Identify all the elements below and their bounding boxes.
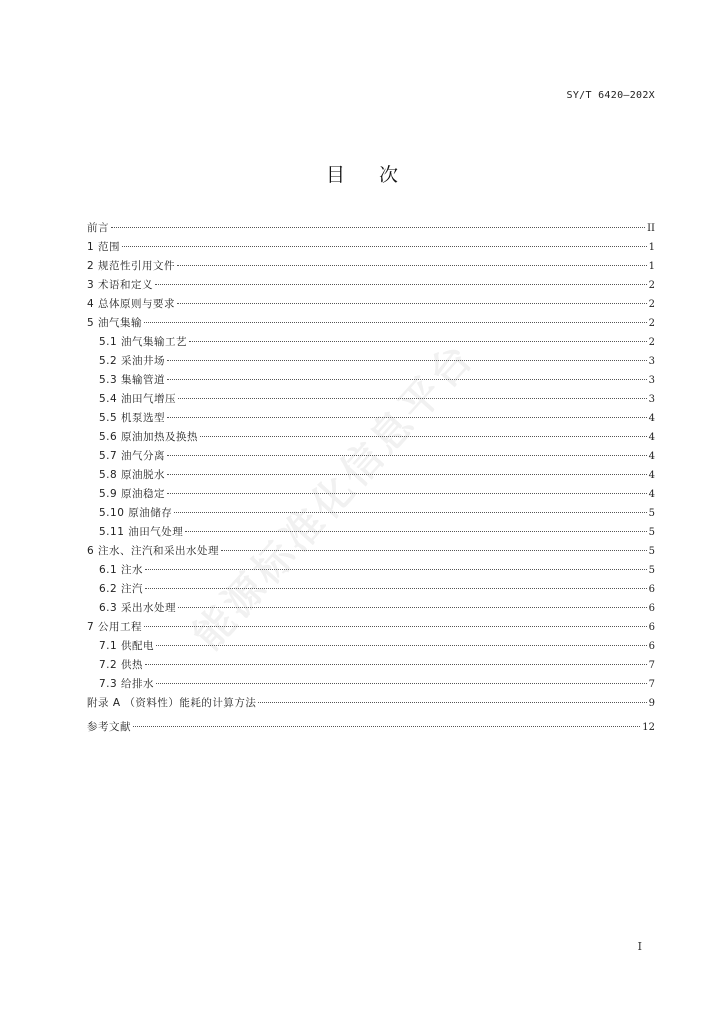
toc-entry[interactable] — [87, 314, 655, 333]
toc-entry[interactable] — [87, 718, 655, 737]
toc-entry-label: 2 规范性引用文件 — [87, 260, 176, 272]
toc-entry-page: 1 — [648, 242, 655, 253]
toc-dot-leader — [145, 569, 647, 570]
toc-entry-page: 2 — [648, 280, 655, 291]
toc-entry-label: 5.9 原油稳定 — [99, 488, 166, 500]
toc-entry-label: 5.4 油田气增压 — [99, 393, 177, 405]
toc-entry-label: 5.1 油气集输工艺 — [99, 336, 188, 348]
toc-entry-label: 6.1 注水 — [99, 564, 144, 576]
toc-entry[interactable] — [87, 561, 655, 580]
toc-entry-label: 5.2 采油井场 — [99, 355, 166, 367]
toc-dot-leader — [144, 322, 647, 323]
toc-entry-page: 2 — [648, 318, 655, 329]
toc-entry[interactable] — [87, 504, 655, 523]
toc-entry-label: 6 注水、注汽和采出水处理 — [87, 545, 220, 557]
toc-entry[interactable] — [87, 295, 655, 314]
toc-entry[interactable] — [87, 599, 655, 618]
toc-entry-label: 前言 — [87, 222, 109, 234]
toc-dot-leader — [185, 531, 646, 532]
toc-entry-page: 6 — [648, 622, 655, 633]
toc-entry-page: 2 — [648, 337, 655, 348]
toc-dot-leader — [177, 303, 647, 304]
toc-dot-leader — [200, 436, 647, 437]
toc-entry[interactable] — [87, 637, 655, 656]
toc-entry[interactable] — [87, 390, 655, 409]
toc-entry[interactable] — [87, 219, 655, 238]
watermark: 能源标准化信息平台 — [184, 333, 484, 659]
toc-dot-leader — [189, 341, 647, 342]
toc-entry[interactable] — [87, 523, 655, 542]
toc-entry-label: 4 总体原则与要求 — [87, 298, 176, 310]
toc-entry-page: 4 — [648, 470, 655, 481]
toc-entry-label: 7.1 供配电 — [99, 640, 155, 652]
toc-entry-page: 4 — [648, 489, 655, 500]
document-code: SY/T 6420—202X — [566, 90, 655, 101]
toc-entry-page: 3 — [648, 375, 655, 386]
toc-entry-label: 7 公用工程 — [87, 621, 143, 633]
toc-entry[interactable] — [87, 694, 655, 713]
toc-entry-page: 6 — [648, 603, 655, 614]
toc-dot-leader — [177, 265, 647, 266]
page-title — [0, 160, 724, 187]
toc-dot-leader — [133, 726, 640, 727]
toc-entry-page: 3 — [648, 356, 655, 367]
title-char-1: 目 — [325, 164, 345, 186]
toc-entry[interactable] — [87, 580, 655, 599]
toc-dot-leader — [156, 683, 647, 684]
toc-dot-leader — [156, 645, 647, 646]
toc-entry-page: 4 — [648, 413, 655, 424]
toc-entry-label: 5.11 油田气处理 — [99, 526, 184, 538]
toc-dot-leader — [258, 702, 646, 703]
toc-dot-leader — [144, 626, 647, 627]
toc-entry[interactable] — [87, 276, 655, 295]
toc-entry-page: 1 — [648, 261, 655, 272]
toc-entry-label: 5 油气集输 — [87, 317, 143, 329]
toc-entry[interactable] — [87, 428, 655, 447]
toc-dot-leader — [167, 379, 647, 380]
toc-dot-leader — [167, 360, 647, 361]
toc-entry-label: 6.3 采出水处理 — [99, 602, 177, 614]
toc-dot-leader — [167, 417, 647, 418]
toc-entry-page: 9 — [648, 698, 655, 709]
toc-entry-page: 7 — [648, 679, 655, 690]
table-of-contents — [87, 219, 655, 737]
toc-entry-label: 5.6 原油加热及换热 — [99, 431, 199, 443]
toc-entry[interactable] — [87, 485, 655, 504]
toc-dot-leader — [167, 493, 647, 494]
toc-entry-page: 6 — [648, 584, 655, 595]
toc-dot-leader — [145, 588, 647, 589]
toc-dot-leader — [145, 664, 647, 665]
toc-entry[interactable] — [87, 675, 655, 694]
toc-entry[interactable] — [87, 371, 655, 390]
toc-entry[interactable] — [87, 257, 655, 276]
toc-dot-leader — [167, 474, 647, 475]
toc-dot-leader — [155, 284, 647, 285]
toc-entry-page: 12 — [642, 722, 655, 733]
toc-entry-label: 6.2 注汽 — [99, 583, 144, 595]
toc-entry[interactable] — [87, 618, 655, 637]
toc-entry-label: 3 术语和定义 — [87, 279, 154, 291]
toc-dot-leader — [178, 607, 647, 608]
toc-dot-leader — [178, 398, 647, 399]
toc-entry-label: 5.8 原油脱水 — [99, 469, 166, 481]
toc-dot-leader — [221, 550, 647, 551]
toc-entry[interactable] — [87, 352, 655, 371]
toc-entry-page: 7 — [648, 660, 655, 671]
toc-entry-page: 5 — [648, 508, 655, 519]
toc-entry-page: 4 — [648, 451, 655, 462]
title-char-2: 次 — [379, 164, 399, 186]
toc-entry-label: 5.7 油气分离 — [99, 450, 166, 462]
toc-dot-leader — [122, 246, 647, 247]
toc-entry-page: 5 — [648, 546, 655, 557]
toc-entry-page: 4 — [648, 432, 655, 443]
toc-entry[interactable] — [87, 238, 655, 257]
toc-entry-page: 5 — [648, 527, 655, 538]
toc-entry-page: 2 — [648, 299, 655, 310]
toc-entry-label: 参考文献 — [87, 721, 131, 733]
toc-entry-page: II — [647, 223, 655, 234]
toc-entry-label: 7.3 给排水 — [99, 678, 155, 690]
toc-entry-label: 1 范围 — [87, 241, 121, 253]
toc-entry[interactable] — [87, 447, 655, 466]
toc-entry-label: 附录 A （资料性）能耗的计算方法 — [87, 697, 257, 709]
toc-entry[interactable] — [87, 409, 655, 428]
toc-dot-leader — [174, 512, 646, 513]
toc-dot-leader — [167, 455, 647, 456]
toc-entry-label: 5.5 机泵选型 — [99, 412, 166, 424]
toc-dot-leader — [111, 227, 645, 228]
toc-entry-page: 6 — [648, 641, 655, 652]
toc-entry-label: 7.2 供热 — [99, 659, 144, 671]
toc-entry[interactable] — [87, 333, 655, 352]
toc-entry[interactable] — [87, 542, 655, 561]
toc-entry-label: 5.3 集输管道 — [99, 374, 166, 386]
toc-entry[interactable] — [87, 466, 655, 485]
toc-entry-page: 3 — [648, 394, 655, 405]
toc-entry[interactable] — [87, 656, 655, 675]
page-number: I — [637, 940, 642, 953]
toc-entry-page: 5 — [648, 565, 655, 576]
toc-entry-label: 5.10 原油储存 — [99, 507, 173, 519]
